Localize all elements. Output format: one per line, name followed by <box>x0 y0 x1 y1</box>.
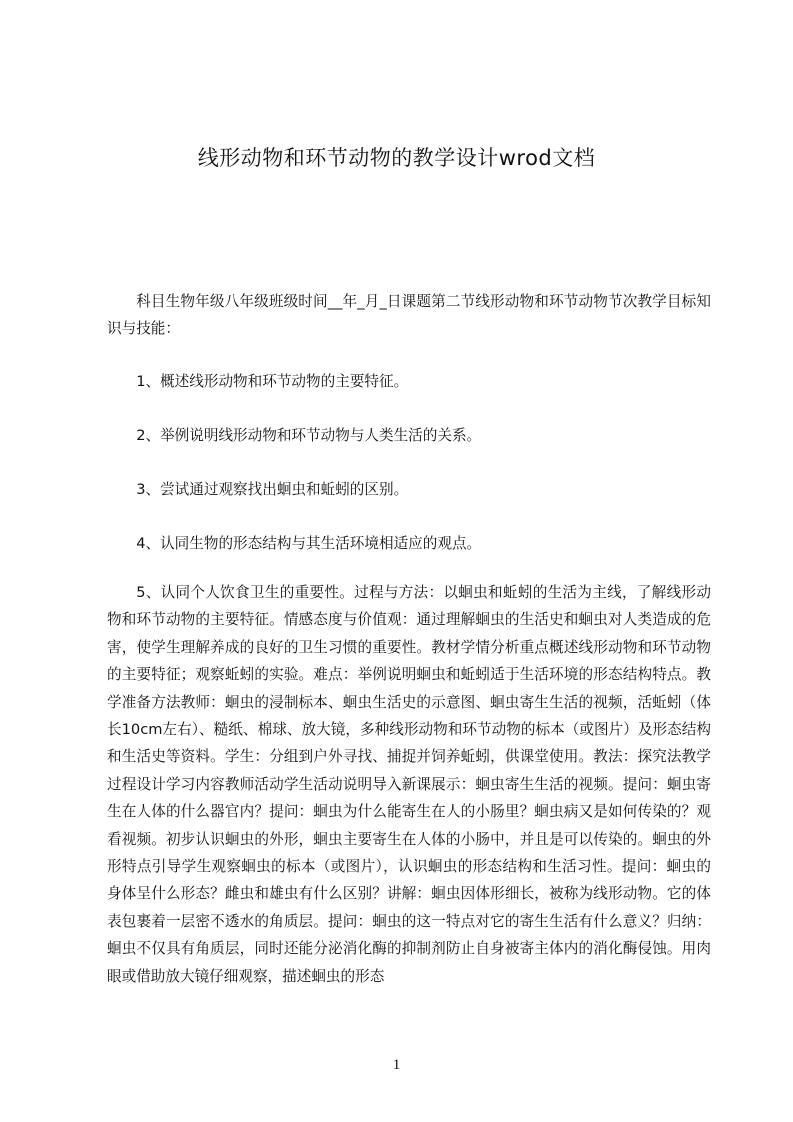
page-number: 1 <box>392 1057 401 1073</box>
objective-2: 2、举例说明线形动物和环节动物与人类生活的关系。 <box>136 427 482 444</box>
intro-paragraph: 科目生物年级八年级班级时间__年_月_日课题第二节线形动物和环节动物节次教学目标知识与技能： <box>107 293 711 338</box>
objective-1: 1、概述线形动物和环节动物的主要特征。 <box>136 373 409 390</box>
objective-5-body: 5、认同个人饮食卫生的重要性。过程与方法：以蛔虫和蚯蚓的生活为主线，了解线形动物和环节动物的主要特征。情感态度与价值观：通过理解蛔虫的生活史和蛔虫对人类造成的危害，使学生理解养成的良好的卫生习惯的重要性。教材学情分析重点概述线形动物和环节动物的主要特征；观察蚯蚓的实验。难点：举例说明蛔虫和蚯蚓适于生活环境的形态结构特点。教学准备方法教师：蛔虫的浸制标本、蛔虫生活史的示意图、蛔虫寄生生活的视频，活蚯蚓（体长10cm左右）、糙纸、棉球、放大镜，多种线形动物和环节动物的标本（或图片）及形态结构和生活史等资料。学生：分组到户外寻找、捕捉并饲养蚯蚓，供课堂使用。教法：探究法教学过程设计学习内容教师活动学生活动说明导入新课展示：蛔虫寄生生活的视频。提问：蛔虫寄生在人体的什么器官内？提问：蛔虫为什么能寄生在人的小肠里？蛔虫病又是如何传染的？观看视频。初步认识蛔虫的外形，蛔虫主要寄生在人体的小肠中，并且是可以传染的。蛔虫的外形特点引导学生观察蛔虫的标本（或图片），认识蛔虫的形态结构和生活习性。提问：蛔虫的身体呈什么形态？雌虫和雄虫有什么区别？讲解：蛔虫因体形细长，被称为线形动物。它的体表包裹着一层密不透水的角质层。提问：蛔虫的这一特点对它的寄生生活有什么意义？归纳：蛔虫不仅具有角质层，同时还能分泌消化酶的抑制剂防止自身被寄主体内的消化酶侵蚀。用肉眼或借助放大镜仔细观察，描述蛔虫的形态 <box>107 584 711 985</box>
objective-4: 4、认同生物的形态结构与其生活环境相适应的观点。 <box>136 535 482 552</box>
objective-3: 3、尝试通过观察找出蛔虫和蚯蚓的区别。 <box>136 481 409 498</box>
document-title: 线形动物和环节动物的教学设计wrod文档 <box>197 146 596 170</box>
